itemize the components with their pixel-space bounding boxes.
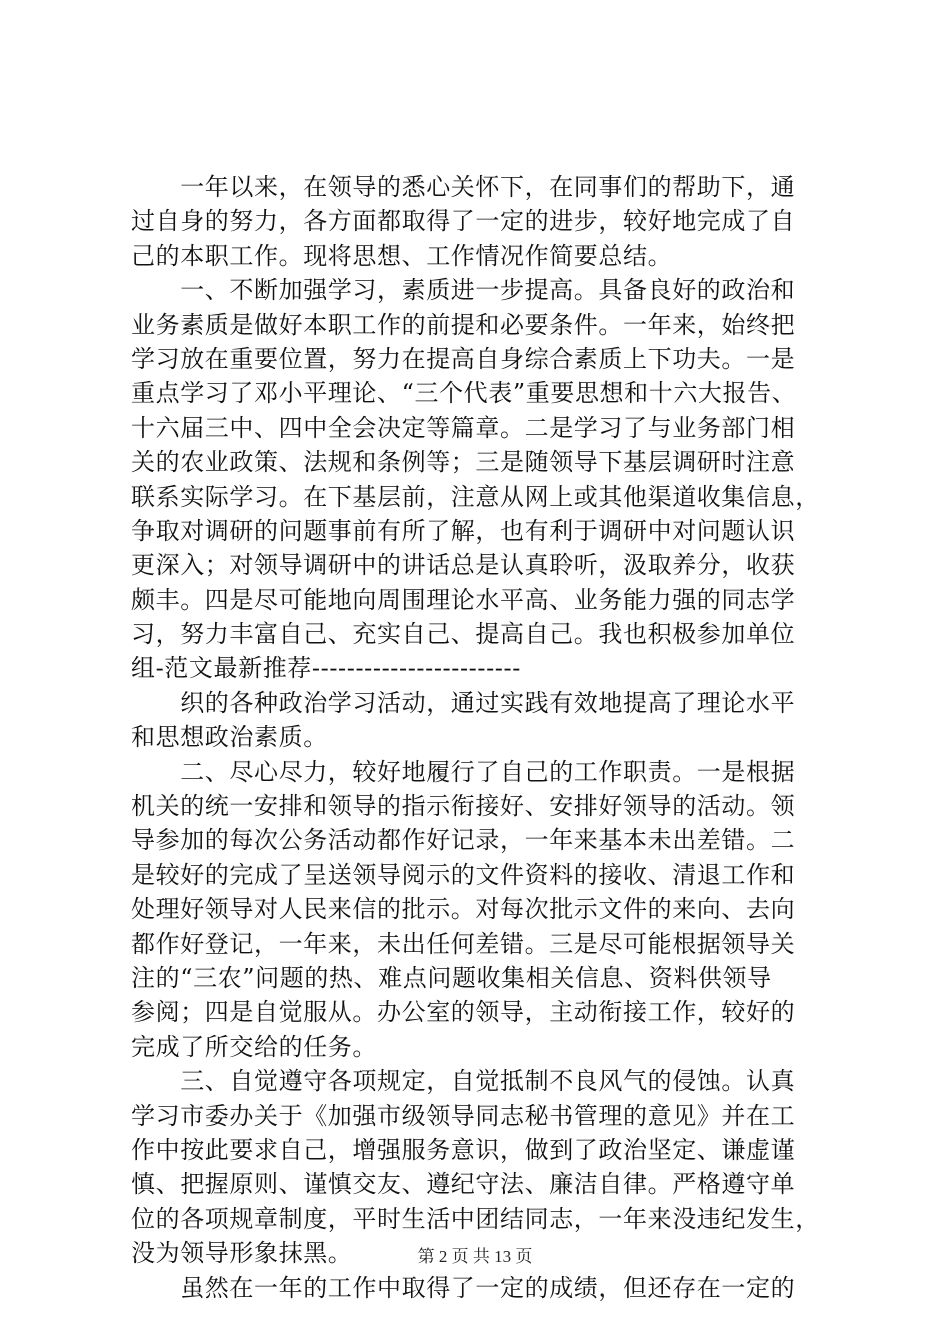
text-line: 是较好的完成了呈送领导阅示的文件资料的接收、清退工作和 <box>131 860 796 889</box>
text-line: 作中按此要求自己，增强服务意识，做到了政治坚定、谦虚谨 <box>131 1135 796 1164</box>
text-line: 学习放在重要位置，努力在提高自身综合素质上下功夫。一是 <box>131 344 796 373</box>
text-line: 三、自觉遵守各项规定，自觉抵制不良风气的侵蚀。认真 <box>131 1067 796 1096</box>
text-line: 己的本职工作。现将思想、工作情况作简要总结。 <box>131 241 673 270</box>
text-line: 学习市委办关于《加强市级领导同志秘书管理的意见》并在工 <box>131 1101 796 1130</box>
text-line: 颇丰。四是尽可能地向周围理论水平高、业务能力强的同志学 <box>131 585 796 614</box>
text-line: 注的“三农”问题的热、难点问题收集相关信息、资料供领导 <box>131 963 772 992</box>
text-line: 习，努力丰富自己、充实自己、提高自己。我也积极参加单位 <box>131 620 796 649</box>
text-line: 导参加的每次公务活动都作好记录，一年来基本未出差错。二 <box>131 826 796 855</box>
text-line: 处理好领导对人民来信的批示。对每次批示文件的来向、去向 <box>131 895 796 924</box>
text-line: 慎、把握原则、谨慎交友、遵纪守法、廉洁自律。严格遵守单 <box>131 1170 796 1199</box>
text-line: 十六届三中、四中全会决定等篇章。二是学习了与业务部门相 <box>131 413 796 442</box>
text-line: 联系实际学习。在下基层前，注意从网上或其他渠道收集信息， <box>131 482 820 511</box>
text-line: 都作好登记，一年来，未出任何差错。三是尽可能根据领导关 <box>131 929 796 958</box>
text-line: 虽然在一年的工作中取得了一定的成绩，但还存在一定的 <box>131 1273 796 1302</box>
text-line: 过自身的努力，各方面都取得了一定的进步，较好地完成了自 <box>131 207 796 236</box>
text-line: 织的各种政治学习活动，通过实践有效地提高了理论水平 <box>131 688 796 717</box>
text-line: 一年以来，在领导的悉心关怀下，在同事们的帮助下，通 <box>131 173 796 201</box>
text-line: 业务素质是做好本职工作的前提和必要条件。一年来，始终把 <box>131 310 796 339</box>
text-line: 没为领导形象抹黑。 <box>131 1239 353 1268</box>
text-line: 争取对调研的问题事前有所了解，也有利于调研中对问题认识 <box>131 516 796 545</box>
text-line: 机关的统一安排和领导的指示衔接好、安排好领导的活动。领 <box>131 792 796 821</box>
page-number-footer: 第 2 页 共 13 页 <box>417 1247 533 1266</box>
text-line: 关的农业政策、法规和条例等；三是随领导下基层调研时注意 <box>131 448 796 477</box>
text-line: 重点学习了邓小平理论、“三个代表”重要思想和十六大报告、 <box>131 379 797 408</box>
text-line: 位的各项规章制度，平时生活中团结同志，一年来没违纪发生， <box>131 1204 820 1233</box>
text-line: 和思想政治素质。 <box>131 723 328 752</box>
text-line: 二、尽心尽力，较好地履行了自己的工作职责。一是根据 <box>131 757 796 786</box>
text-line: 组-范文最新推荐------------------------ <box>131 654 521 683</box>
text-line: 完成了所交给的任务。 <box>131 1032 377 1061</box>
document-body <box>131 170 831 1305</box>
text-line: 参阅；四是自觉服从。办公室的领导，主动衔接工作，较好的 <box>131 998 796 1027</box>
text-line: 一、不断加强学习，素质进一步提高。具备良好的政治和 <box>131 276 796 305</box>
text-line: 更深入；对领导调研中的讲话总是认真聆听，汲取养分，收获 <box>131 551 796 580</box>
